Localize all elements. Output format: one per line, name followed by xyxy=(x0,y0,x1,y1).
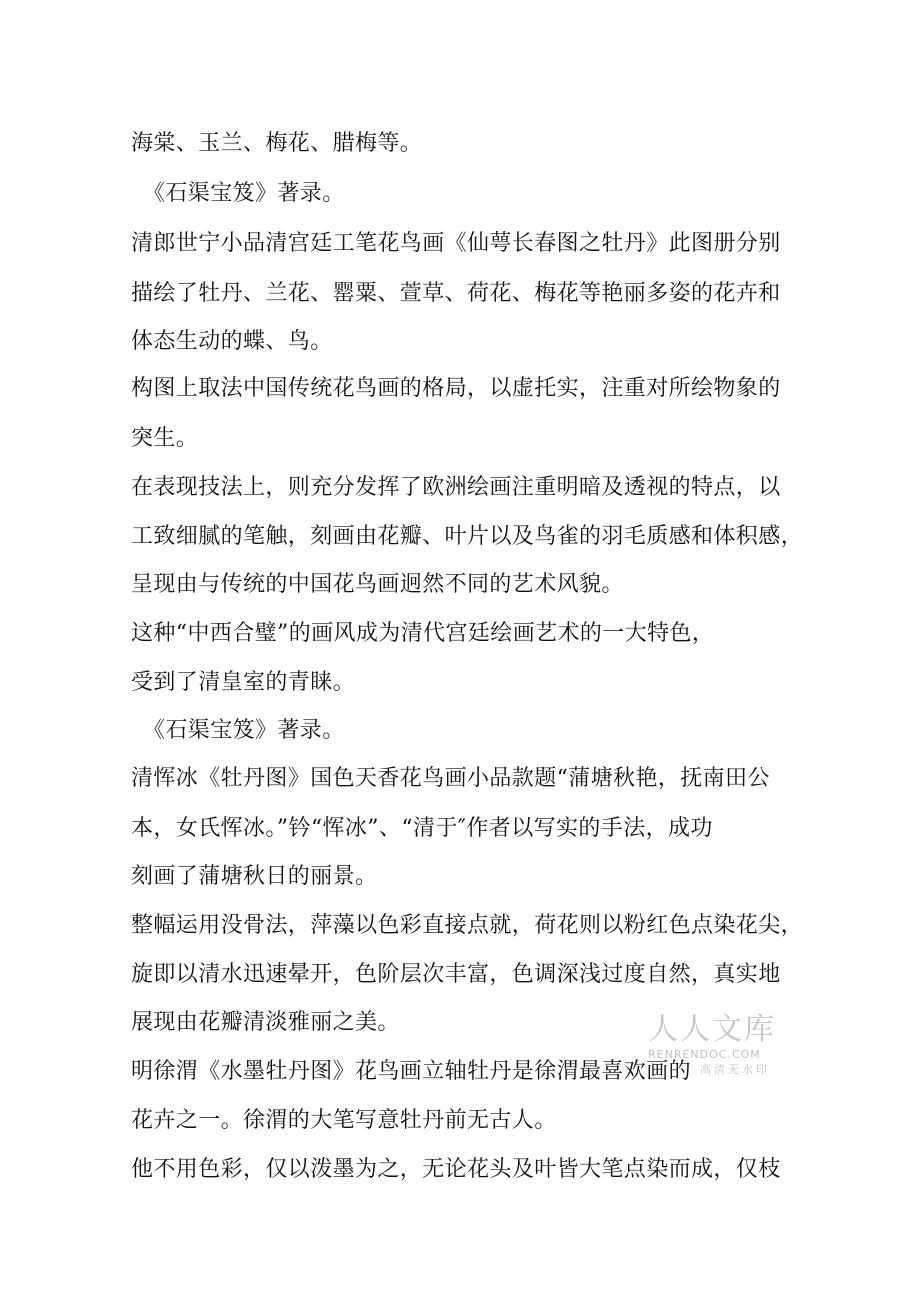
text-line: 在表现技法上，则充分发挥了欧洲绘画注重明暗及透视的特点，以 xyxy=(131,475,781,500)
text-line: 清恽冰《牡丹图》国色天香花鸟画小品款题“蒲塘秋艳，抚南田公 xyxy=(131,766,770,791)
text-line: 他不用色彩，仅以泼墨为之，无论花头及叶皆大笔点染而成，仅枝 xyxy=(131,1157,781,1182)
text-line: 《石渠宝笈》著录。 xyxy=(143,181,345,206)
text-line: 描绘了牡丹、兰花、罂粟、萱草、荷花、梅花等艳丽多姿的花卉和 xyxy=(131,281,781,306)
text-line: 工致细腻的笔触，刻画由花瓣、叶片以及鸟雀的羽毛质感和体积感， xyxy=(131,524,804,549)
text-line: 本，女氏恽冰。”钤“恽冰”、“清于″作者以写实的手法，成功 xyxy=(131,816,713,841)
text-line: 构图上取法中国传统花鸟画的格局，以虚托实，注重对所绘物象的 xyxy=(131,376,781,401)
text-line: 受到了清皇室的青睐。 xyxy=(131,670,356,695)
text-line: 明徐渭《水墨牡丹图》花鸟画立轴牡丹是徐渭最喜欢画的 xyxy=(131,1059,692,1084)
text-line: 体态生动的蝶、鸟。 xyxy=(131,329,333,354)
text-line: 呈现由与传统的中国花鸟画迥然不同的艺术风貌。 xyxy=(131,572,624,597)
text-line: 刻画了蒲塘秋日的丽景。 xyxy=(131,864,378,889)
text-line: 旋即以清水迅速晕开，色阶层次丰富，色调深浅过度自然，真实地 xyxy=(131,962,781,987)
text-line: 海棠、玉兰、梅花、腊梅等。 xyxy=(131,131,423,156)
text-line: 花卉之一。徐渭的大笔写意牡丹前无古人。 xyxy=(131,1108,557,1133)
text-line: 清郎世宁小品清宫廷工笔花鸟画《仙萼长春图之牡丹》此图册分别 xyxy=(131,231,781,256)
watermark-sub: 高清无水印 xyxy=(700,1063,770,1076)
text-line: 这种“中西合璧”的画风成为清代宫廷绘画艺术的一大特色， xyxy=(131,621,715,646)
text-line: 突生。 xyxy=(131,426,199,451)
watermark-url: RENRENDOC.COM xyxy=(648,1048,761,1061)
text-line: 《石渠宝笈》著录。 xyxy=(143,718,345,743)
watermark-main: 人人文库 xyxy=(648,1012,776,1047)
text-line: 整幅运用没骨法，萍藻以色彩直接点就，荷花则以粉红色点染花尖， xyxy=(131,913,804,938)
text-line: 展现由花瓣清淡雅丽之美。 xyxy=(131,1010,400,1035)
